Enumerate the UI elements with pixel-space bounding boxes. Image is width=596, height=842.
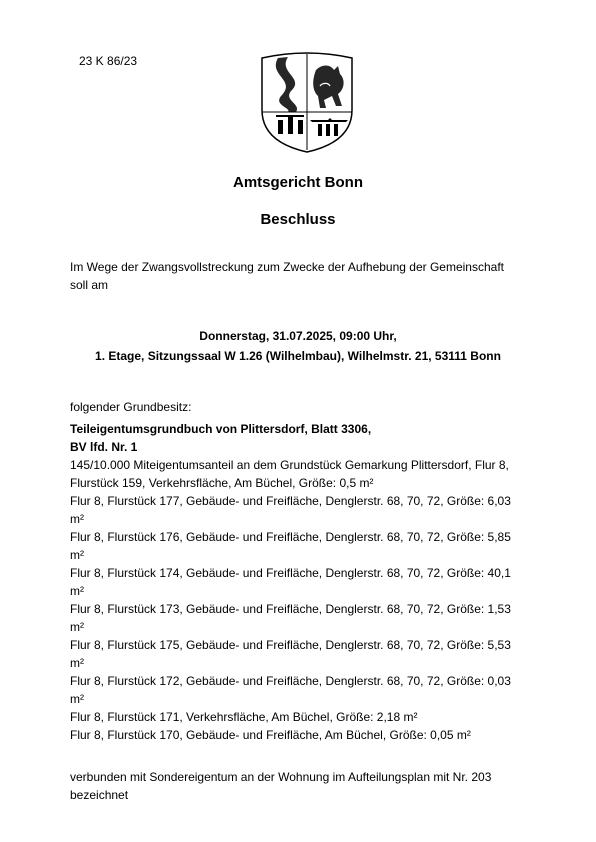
- closing-line: bezeichnet: [70, 788, 129, 802]
- description-line: m²: [70, 656, 84, 670]
- description-line: Flur 8, Flurstück 171, Verkehrsfläche, Am Büchel, Größe: 2,18 m²: [70, 710, 418, 724]
- description-line: 145/10.000 Miteigentumsanteil an dem Grundstück Gemarkung Plittersdorf, Flur 8,: [70, 458, 509, 472]
- description-line: Flur 8, Flurstück 177, Gebäude- und Freifläche, Denglerstr. 68, 70, 72, Größe: 6,03: [70, 494, 511, 508]
- closing-line: verbunden mit Sondereigentum an der Wohnung im Aufteilungsplan mit Nr. 203: [70, 770, 492, 784]
- intro-paragraph: [70, 258, 530, 294]
- appointment: [40, 326, 556, 366]
- register: [70, 420, 530, 456]
- description-line: m²: [70, 620, 84, 634]
- description-line: Flur 8, Flurstück 173, Gebäude- und Freifläche, Denglerstr. 68, 70, 72, Größe: 1,53: [70, 602, 511, 616]
- description-line: m²: [70, 548, 84, 562]
- description-line: m²: [70, 512, 84, 526]
- document-type: Beschluss: [260, 211, 336, 228]
- nrw-coat-of-arms-icon: [258, 50, 356, 154]
- closing-paragraph: [70, 768, 530, 804]
- description-line: Flur 8, Flurstück 175, Gebäude- und Freifläche, Denglerstr. 68, 70, 72, Größe: 5,53: [70, 638, 511, 652]
- property-label: folgender Grundbesitz:: [70, 400, 192, 414]
- intro-line: soll am: [70, 278, 109, 292]
- description-line: Flur 8, Flurstück 170, Gebäude- und Freifläche, Am Büchel, Größe: 0,05 m²: [70, 728, 471, 742]
- case-number: 23 K 86/23: [79, 54, 138, 68]
- register-title: Teileigentumsgrundbuch von Plittersdorf, Blatt 3306,: [70, 422, 372, 436]
- appointment-date-time: Donnerstag, 31.07.2025, 09:00 Uhr,: [199, 329, 397, 343]
- description-line: Flur 8, Flurstück 176, Gebäude- und Freifläche, Denglerstr. 68, 70, 72, Größe: 5,85: [70, 530, 511, 544]
- intro-line: Im Wege der Zwangsvollstreckung zum Zwecke der Aufhebung der Gemeinschaft: [70, 260, 504, 274]
- description-line: m²: [70, 584, 84, 598]
- appointment-location: 1. Etage, Sitzungssaal W 1.26 (Wilhelmbau), Wilhelmstr. 21, 53111 Bonn: [95, 349, 501, 363]
- court-name: Amtsgericht Bonn: [232, 174, 363, 191]
- description-line: Flur 8, Flurstück 172, Gebäude- und Freifläche, Denglerstr. 68, 70, 72, Größe: 0,03: [70, 674, 511, 688]
- description-line: Flurstück 159, Verkehrsfläche, Am Büchel, Größe: 0,5 m²: [70, 476, 374, 490]
- description-line: m²: [70, 692, 84, 706]
- register-entry: BV lfd. Nr. 1: [70, 440, 138, 454]
- property-description: [70, 456, 530, 744]
- description-line: Flur 8, Flurstück 174, Gebäude- und Freifläche, Denglerstr. 68, 70, 72, Größe: 40,1: [70, 566, 511, 580]
